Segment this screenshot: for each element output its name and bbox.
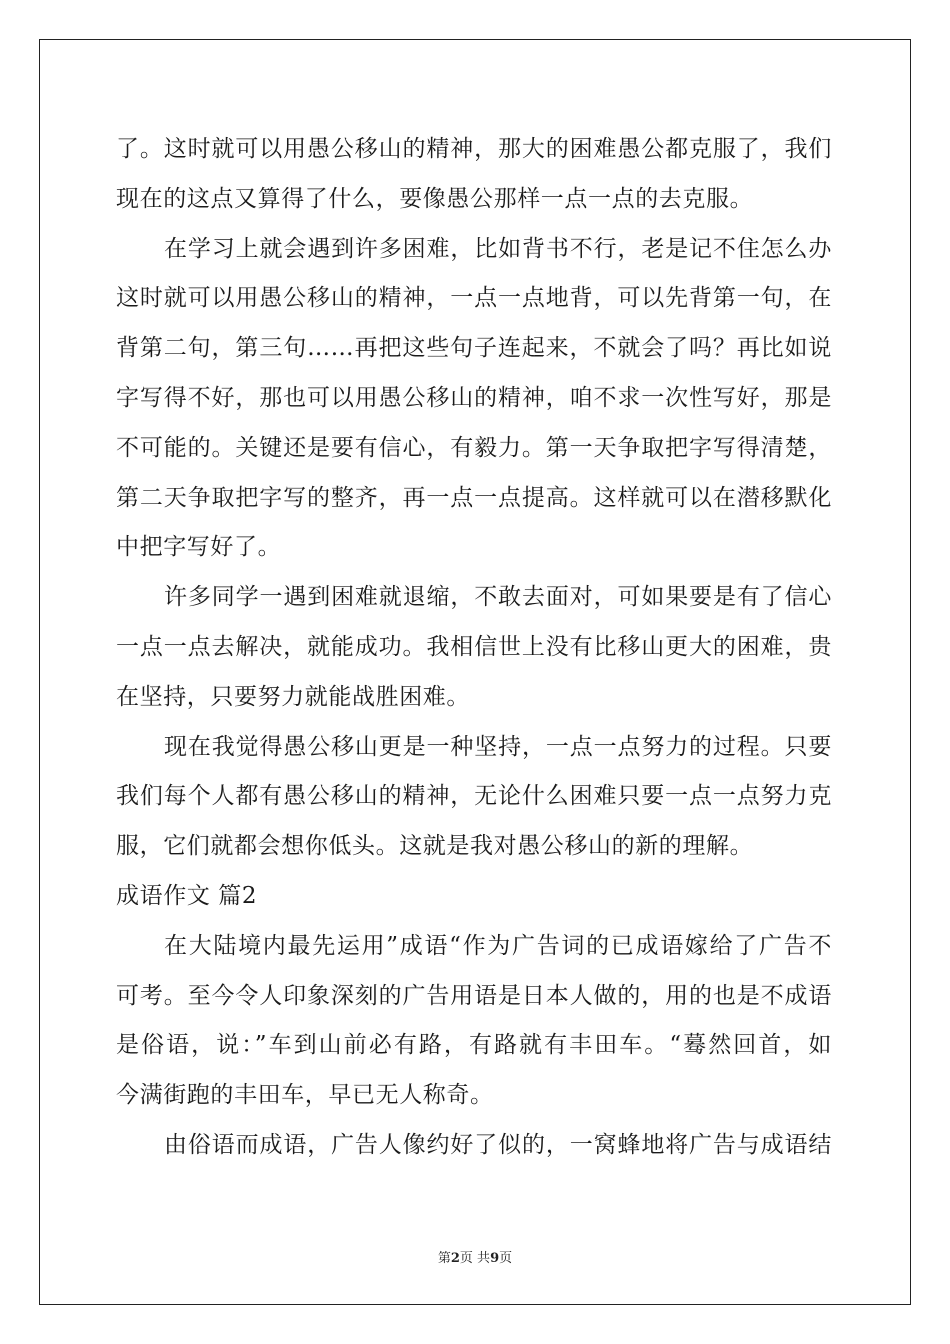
footer-total-pages: 9: [490, 1251, 500, 1266]
footer-middle: 页 共: [459, 1251, 491, 1266]
text-line: 可考。至今令人印象深刻的广告用语是日本人做的，用的也是不成语: [116, 982, 832, 1009]
text-line: 在大陆境内最先运用”成语“作为广告词的已成语嫁给了广告不: [164, 932, 832, 959]
section-heading: 成语作文 篇2: [116, 882, 258, 909]
document-body: [116, 125, 832, 1171]
text-line: 中把字写好了。: [116, 534, 282, 561]
footer-prefix: 第: [437, 1251, 451, 1266]
footer-page-number: 2: [450, 1251, 460, 1266]
text-line: 服，它们就都会想你低头。这就是我对愚公移山的新的理解。: [116, 833, 754, 860]
text-line: 背第二句，第三句……再把这些句子连起来，不就会了吗？再比如说: [116, 335, 832, 362]
text-line: 现在的这点又算得了什么，要像愚公那样一点一点的去克服。: [116, 185, 754, 212]
footer-suffix: 页: [499, 1251, 513, 1266]
text-line: 在坚持，只要努力就能战胜困难。: [116, 683, 470, 710]
text-line: 在学习上就会遇到许多困难，比如背书不行，老是记不住怎么办: [164, 235, 832, 262]
text-line: 第二天争取把字写的整齐，再一点一点提高。这样就可以在潜移默化: [116, 484, 832, 511]
text-line: 一点一点去解决，就能成功。我相信世上没有比移山更大的困难，贵: [116, 633, 832, 660]
text-line: 是俗语，说：”车到山前必有路，有路就有丰田车。“蓦然回首，如: [116, 1032, 832, 1059]
text-line: 由俗语而成语，广告人像约好了似的，一窝蜂地将广告与成语结: [164, 1131, 832, 1158]
text-line: 现在我觉得愚公移山更是一种坚持，一点一点努力的过程。只要: [164, 733, 832, 760]
text-line: 了。这时就可以用愚公移山的精神，那大的困难愚公都克服了，我们: [116, 136, 832, 162]
page-footer: [0, 1247, 950, 1266]
text-line: 不可能的。关键还是要有信心，有毅力。第一天争取把字写得清楚，: [116, 434, 832, 461]
text-line: 这时就可以用愚公移山的精神，一点一点地背，可以先背第一句，在: [116, 285, 832, 312]
text-line: 我们每个人都有愚公移山的精神，无论什么困难只要一点一点努力克: [116, 783, 832, 810]
text-line: 今满街跑的丰田车，早已无人称奇。: [116, 1082, 494, 1109]
text-line: 许多同学一遇到困难就退缩，不敢去面对，可如果要是有了信心: [164, 584, 832, 611]
text-line: 字写得不好，那也可以用愚公移山的精神，咱不求一次性写好，那是: [116, 384, 832, 411]
